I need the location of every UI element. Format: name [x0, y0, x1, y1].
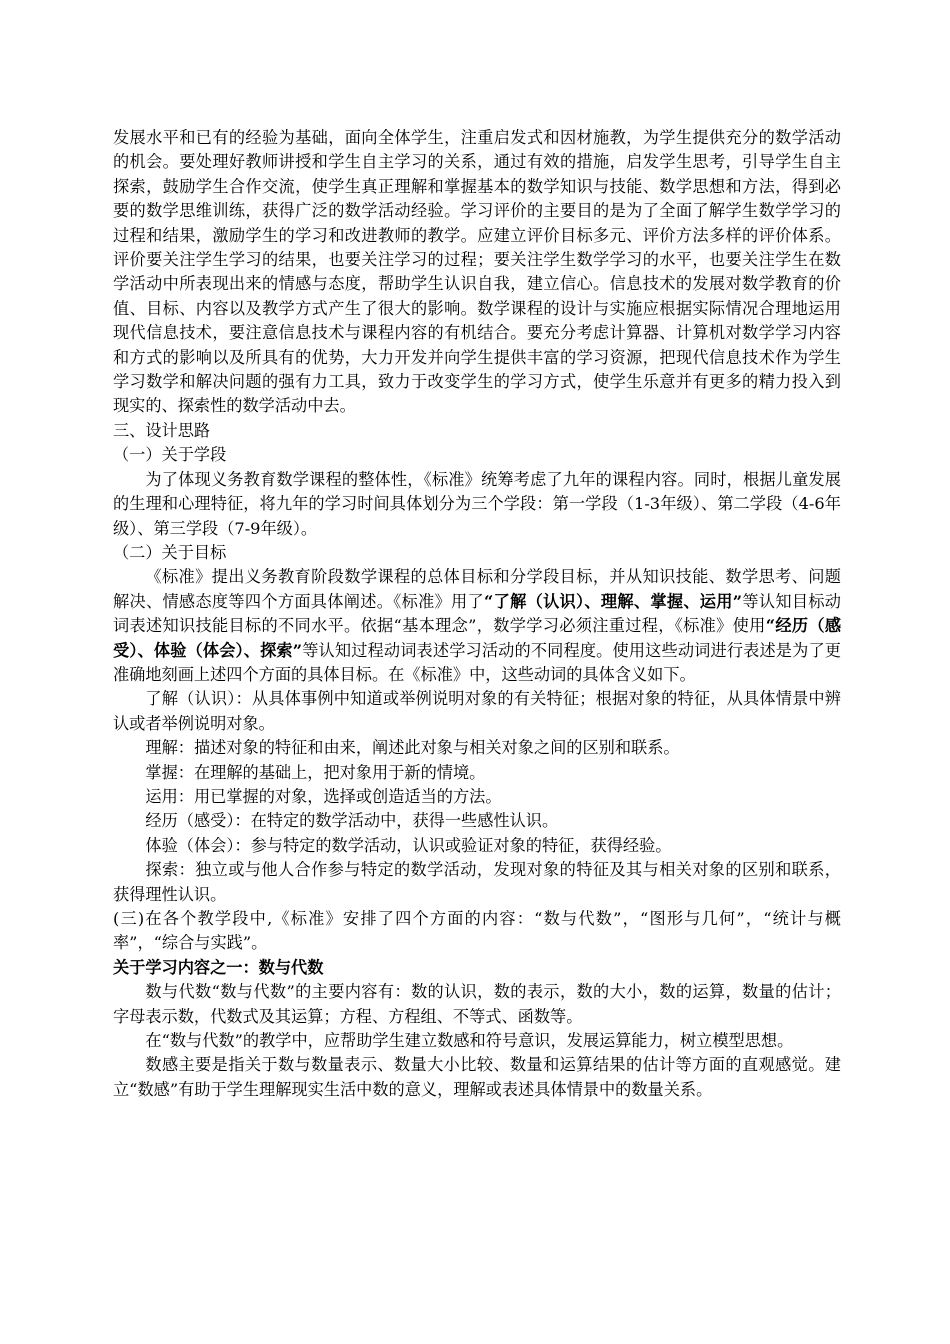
- definition-apply: 运用：用已掌握的对象，选择或创造适当的方法。: [145, 786, 502, 806]
- subsection-heading-goals: （二）关于目标: [113, 542, 227, 562]
- goals-text-part1: 《标准》提出义务教育阶段数学课程的总体目标和分学段目标，并从知识技能、数学思考、问题解决、情感态度等四个方面具体阐述。《标准》用了: [113, 567, 841, 611]
- goals-text-part2: 等认知目标动词表述知识技能目标的不同水平。依据“基本理念”，数学学习必须注重过程，《标准》使用: [113, 591, 841, 636]
- content-areas-paragraph: (三)在各个教学段中,《标准》安排了四个方面的内容：“数与代数”，“图形与几何”，“统计与概率”，“综合与实践”。: [113, 909, 841, 953]
- document-page: [113, 126, 841, 1102]
- goals-paragraph: [113, 565, 841, 687]
- section-heading-design-ideas: 三、设计思路: [113, 420, 211, 440]
- goals-bold-process-verbs: “经历（感受）、体验（体会）、探索”: [113, 616, 842, 660]
- definition-feel: 体验（体会）：参与特定的数学活动，认识或验证对象的特征，获得经验。: [145, 835, 672, 855]
- number-algebra-paragraph-3: 数感主要是指关于数与数量表示、数量大小比较、数量和运算结果的估计等方面的直观感觉。建立“数感”有助于学生理解现实生活中数的意义，理解或表述具体情景中的数量关系。: [113, 1055, 841, 1099]
- definition-master: 掌握：在理解的基础上，把对象用于新的情境。: [145, 762, 486, 782]
- definition-understand-know: 了解（认识）：从具体事例中知道或举例说明对象的有关特征；根据对象的特征，从具体情景中辨认或者举例说明对象。: [113, 689, 841, 733]
- content-heading-number-algebra: 关于学习内容之一：数与代数: [113, 957, 324, 977]
- number-algebra-paragraph-2: 在“数与代数”的教学中，应帮助学生建立数感和符号意识，发展运算能力，树立模型思想。: [145, 1031, 794, 1051]
- goals-text-part3: 等认知过程动词表述学习活动的不同程度。使用这些动词进行表述是为了更准确地刻画上述四个方面的具体目标。在《标准》中，这些动词的具体含义如下。: [113, 640, 841, 684]
- definition-experience: 经历（感受）：在特定的数学活动中，获得一些感性认识。: [145, 811, 559, 831]
- definition-comprehend: 理解：描述对象的特征和由来，阐述此对象与相关对象之间的区别和联系。: [145, 738, 680, 758]
- number-algebra-paragraph-1: 数与代数“数与代数”的主要内容有：数的认识，数的表示，数的大小，数的运算，数量的估计；字母表示数，代数式及其运算；方程、方程组、不等式、函数等。: [113, 982, 841, 1026]
- goals-bold-cognitive-verbs: “了解（认识）、理解、掌握、运用”: [484, 591, 743, 611]
- definition-explore: 探索：独立或与他人合作参与特定的数学活动，发现对象的特征及其与相关对象的区别和联系，获得理性认识。: [113, 860, 841, 904]
- subsection-heading-stages: （一）关于学段: [113, 445, 227, 465]
- stages-paragraph: 为了体现义务教育数学课程的整体性，《标准》统筹考虑了九年的课程内容。同时，根据儿童发展的生理和心理特征，将九年的学习时间具体划分为三个学段：第一学段（1-3年级）、第二学段（4-6年级）、第三学段（7-9年级）。: [113, 469, 841, 538]
- intro-paragraph: 发展水平和已有的经验为基础，面向全体学生，注重启发式和因材施教，为学生提供充分的数学活动的机会。要处理好教师讲授和学生自主学习的关系，通过有效的措施，启发学生思考，引导学生自主探索，鼓励学生合作交流，使学生真正理解和掌握基本的数学知识与技能、数学思想和方法，得到必要的数学思维训练，获得广泛的数学活动经验。学习评价的主要目的是为了全面了解学生数学学习的过程和结果，激励学生的学习和改进教师的教学。应建立评价目标多元、评价方法多样的评价体系。评价要关注学生学习的结果，也要关注学习的过程；要关注学生数学学习的水平，也要关注学生在数学活动中所表现出来的情感与态度，帮助学生认识自我，建立信心。信息技术的发展对数学教育的价值、目标、内容以及教学方式产生了很大的影响。数学课程的设计与实施应根据实际情况合理地运用现代信息技术，要注意信息技术与课程内容的有机结合。要充分考虑计算器、计算机对数学学习内容和方式的影响以及所具有的优势，大力开发并向学生提供丰富的学习资源，把现代信息技术作为学生学习数学和解决问题的强有力工具，致力于改变学生的学习方式，使学生乐意并有更多的精力投入到现实的、探索性的数学活动中去。: [113, 128, 841, 416]
